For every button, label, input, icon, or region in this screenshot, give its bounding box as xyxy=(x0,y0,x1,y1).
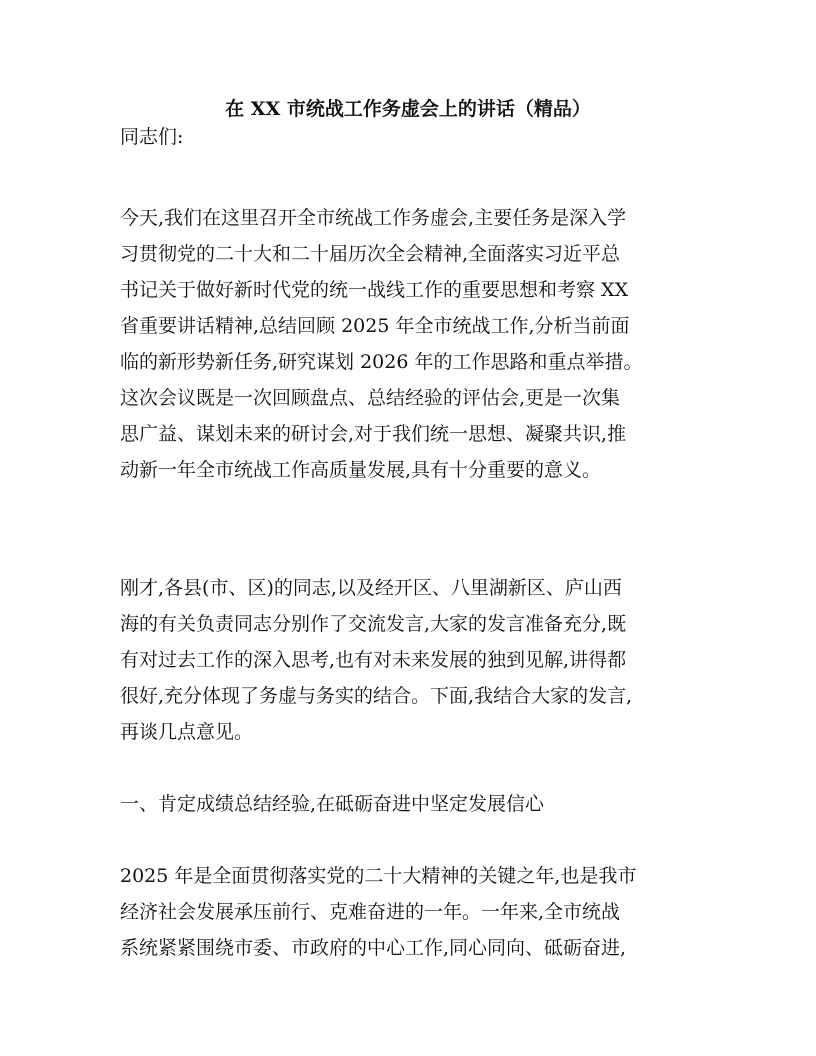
paragraph-2025-review xyxy=(120,858,705,966)
paragraph-line: 有对过去工作的深入思考,也有对未来发展的独到见解,讲得都 xyxy=(120,649,627,671)
paragraph-line: 书记关于做好新时代党的统一战线工作的重要思想和考察 XX xyxy=(120,279,629,301)
paragraph-line: 今天,我们在这里召开全市统战工作务虚会,主要任务是深入学 xyxy=(120,207,627,229)
paragraph-line: 动新一年全市统战工作高质量发展,具有十分重要的意义。 xyxy=(120,459,602,481)
paragraph-line: 海的有关负责同志分别作了交流发言,大家的发言准备充分,既 xyxy=(120,613,627,635)
section-heading-text: 一、肯定成绩总结经验,在砥砺奋进中坚定发展信心 xyxy=(120,793,545,815)
paragraph-exchange-remarks xyxy=(120,570,705,750)
greeting-text: 同志们: xyxy=(120,126,184,148)
paragraph-line: 再谈几点意见。 xyxy=(120,721,254,743)
section-heading xyxy=(120,786,705,822)
paragraph-line: 很好,充分体现了务虚与务实的结合。下面,我结合大家的发言, xyxy=(120,685,633,707)
paragraph-line: 刚才,各县(市、区)的同志,以及经开区、八里湖新区、庐山西 xyxy=(120,577,622,599)
paragraph-opening xyxy=(120,200,705,488)
paragraph-line: 经济社会发展承压前行、克难奋进的一年。一年来,全市统战 xyxy=(120,901,621,923)
paragraph-line: 系统紧紧围绕市委、市政府的中心工作,同心同向、砥砺奋进, xyxy=(120,937,627,959)
paragraph-line: 这次会议既是一次回顾盘点、总结经验的评估会,更是一次集 xyxy=(120,387,621,409)
paragraph-line: 思广益、谋划未来的研讨会,对于我们统一思想、凝聚共识,推 xyxy=(120,423,627,445)
document-title: 在 XX 市统战工作务虚会上的讲话（精品） xyxy=(225,98,591,120)
paragraph-line: 省重要讲话精神,总结回顾 2025 年全市统战工作,分析当前面 xyxy=(120,315,630,337)
paragraph-line: 2025 年是全面贯彻落实党的二十大精神的关键之年,也是我市 xyxy=(120,865,637,887)
paragraph-line: 临的新形势新任务,研究谋划 2026 年的工作思路和重点举措。 xyxy=(120,351,643,373)
paragraph-line: 习贯彻党的二十大和二十届历次全会精神,全面落实习近平总 xyxy=(120,243,621,265)
